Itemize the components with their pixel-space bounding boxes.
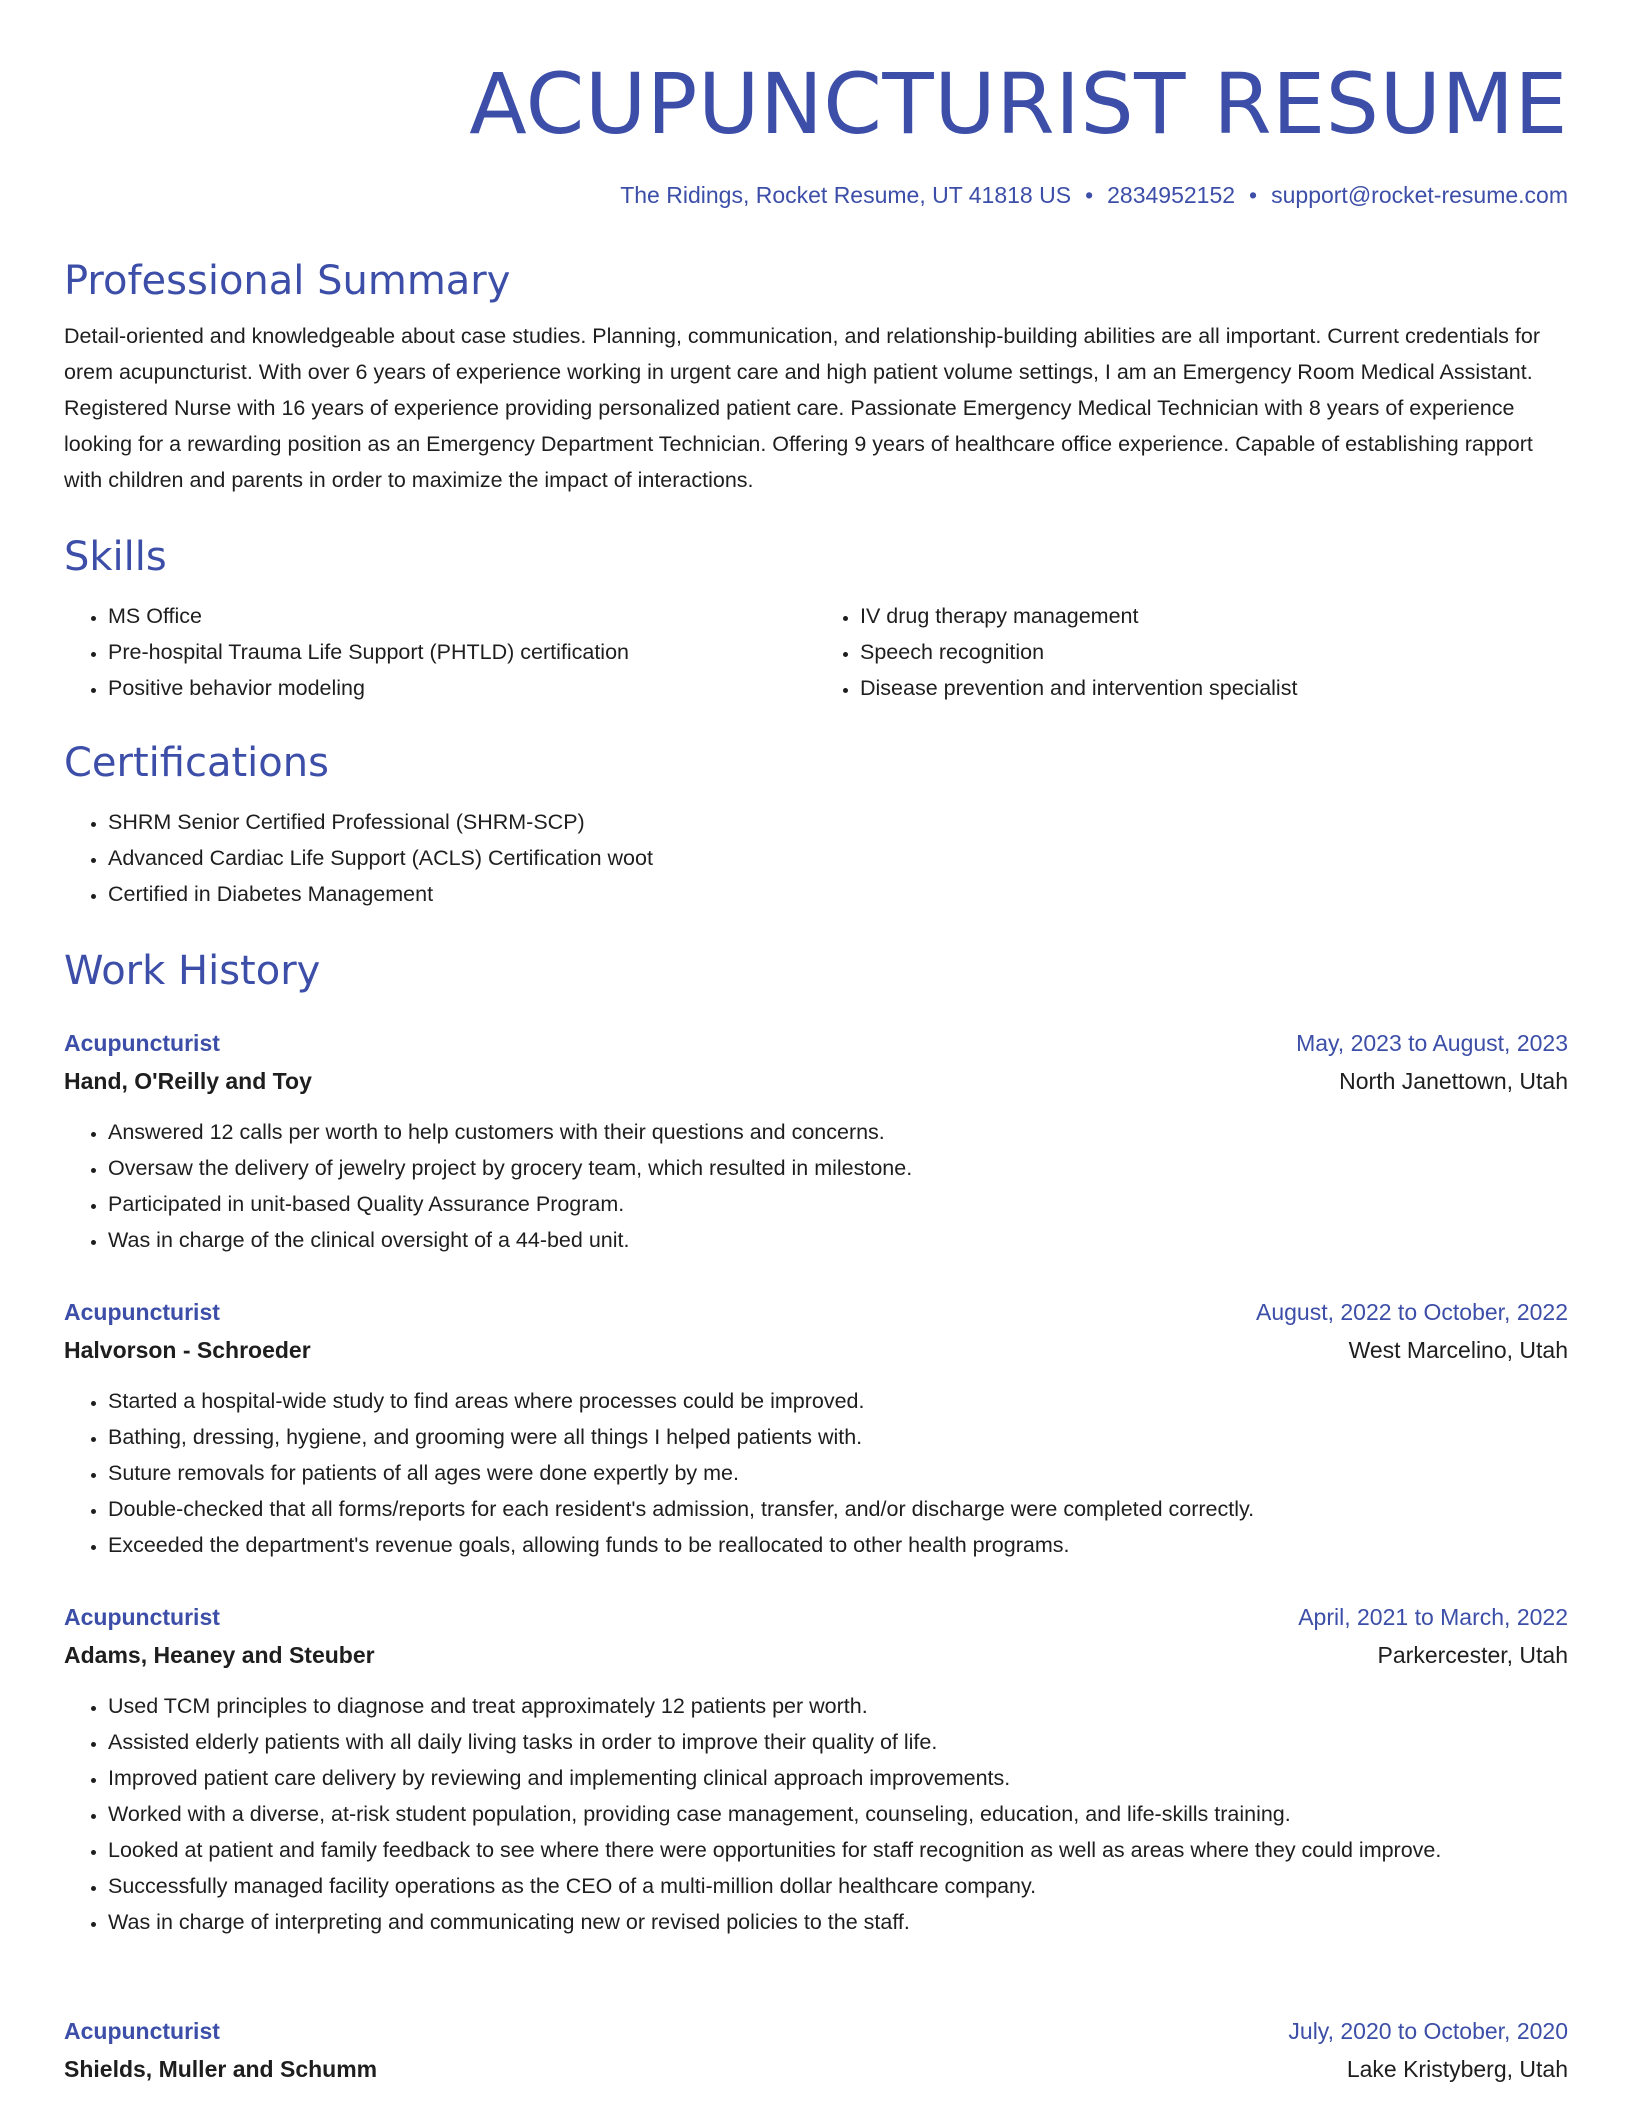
skills-list-left — [64, 598, 816, 706]
job-duties — [64, 1688, 1568, 1940]
skills-list-right — [816, 598, 1568, 706]
duty-item: • Started a hospital-wide study to find areas where processes could be improved. — [108, 1383, 1568, 1419]
job-title: Acupuncturist — [64, 1299, 220, 1325]
job-subheader — [64, 1331, 1568, 1369]
skill-item: • Speech recognition — [860, 634, 1568, 670]
duty-item: • Oversaw the delivery of jewelry project by grocery team, which resulted in milestone. — [108, 1150, 1568, 1186]
job-duties — [64, 1114, 1568, 1258]
job-dates: May, 2023 to August, 2023 — [1296, 1030, 1568, 1056]
contact-separator: • — [1249, 182, 1258, 208]
work-history-section — [64, 948, 1568, 994]
duty-item: • Was in charge of the clinical oversight of a 44-bed unit. — [108, 1222, 1568, 1258]
skill-item: • Positive behavior modeling — [108, 670, 816, 706]
job-subheader — [64, 2050, 1568, 2088]
job-location: Lake Kristyberg, Utah — [1346, 2056, 1568, 2082]
job-entry — [64, 1293, 1568, 1563]
job-company: Adams, Heaney and Steuber — [64, 1642, 375, 1668]
duty-item: • Answered 12 calls per worth to help customers with their questions and concerns. — [108, 1114, 1568, 1150]
certifications-section — [64, 740, 1568, 912]
skill-item: • Pre-hospital Trauma Life Support (PHTLD) certification — [108, 634, 816, 670]
job-header — [64, 1293, 1568, 1331]
duty-item: • Participated in unit-based Quality Assurance Program. — [108, 1186, 1568, 1222]
job-company: Hand, O'Reilly and Toy — [64, 1068, 312, 1094]
work-history-heading: Work History — [64, 948, 321, 994]
job-subheader — [64, 1636, 1568, 1674]
certification-item: • Advanced Cardiac Life Support (ACLS) Certification woot — [108, 840, 1568, 876]
job-company: Halvorson - Schroeder — [64, 1337, 311, 1363]
duty-item: • Exceeded the department's revenue goals, allowing funds to be reallocated to other health programs. — [108, 1527, 1568, 1563]
skills-heading: Skills — [64, 534, 167, 580]
job-header — [64, 2012, 1568, 2050]
job-dates: July, 2020 to October, 2020 — [1288, 2018, 1568, 2044]
duty-item: • Successfully managed facility operations as the CEO of a multi-million dollar healthcare company. — [108, 1868, 1568, 1904]
skills-columns — [64, 598, 1568, 706]
contact-line — [620, 108, 1568, 209]
skill-item: • Disease prevention and intervention specialist — [860, 670, 1568, 706]
duty-item: • Suture removals for patients of all ages were done expertly by me. — [108, 1455, 1568, 1491]
duty-item: • Improved patient care delivery by reviewing and implementing clinical approach improvements. — [108, 1760, 1568, 1796]
summary-section — [64, 258, 1568, 498]
job-location: West Marcelino, Utah — [1348, 1337, 1568, 1363]
summary-text: Detail-oriented and knowledgeable about case studies. Planning, communication, and relationship-building abilities are all important. Current credentials for orem acupuncturist. With over 6 years of experience working in urgent care and high patient volume settings, I am an Emergency Room Medical Assistant. Registered Nurse with 16 years of experience providing personalized patient care. Passionate Emergency Medical Technician with 8 years of experience looking for a rewarding position as an Emergency Department Technician. Offering 9 years of healthcare office experience. Capable of establishing rapport with children and parents in order to maximize the impact of interactions. — [64, 324, 1540, 492]
contact-email[interactable]: support@rocket-resume.com — [1271, 182, 1568, 208]
job-header — [64, 1024, 1568, 1062]
certifications-heading: Certifications — [64, 740, 329, 786]
job-dates: April, 2021 to March, 2022 — [1298, 1604, 1568, 1630]
job-company: Shields, Muller and Schumm — [64, 2056, 378, 2082]
skills-section — [64, 534, 1568, 706]
duty-item: • Used TCM principles to diagnose and treat approximately 12 patients per worth. — [108, 1688, 1568, 1724]
duty-item: • Assisted elderly patients with all daily living tasks in order to improve their quality of life. — [108, 1724, 1568, 1760]
job-location: Parkercester, Utah — [1377, 1642, 1568, 1668]
summary-heading: Professional Summary — [64, 258, 511, 304]
contact-separator: • — [1085, 182, 1094, 208]
certification-item: • SHRM Senior Certified Professional (SHRM-SCP) — [108, 804, 1568, 840]
job-title: Acupuncturist — [64, 1604, 220, 1630]
job-dates: August, 2022 to October, 2022 — [1255, 1299, 1568, 1325]
resume-title: ACUPUNCTURIST RESUME — [469, 55, 1568, 153]
contact-address: The Ridings, Rocket Resume, UT 41818 US — [620, 182, 1072, 208]
duty-item: • Bathing, dressing, hygiene, and grooming were all things I helped patients with. — [108, 1419, 1568, 1455]
certifications-list — [64, 804, 1568, 912]
certification-item: • Certified in Diabetes Management — [108, 876, 1568, 912]
job-location: North Janettown, Utah — [1339, 1068, 1568, 1094]
job-entry — [64, 1024, 1568, 1258]
duty-item: • Worked with a diverse, at-risk student population, providing case management, counseling, education, and life-skills training. — [108, 1796, 1568, 1832]
skill-item: • MS Office — [108, 598, 816, 634]
job-subheader — [64, 1062, 1568, 1100]
job-duties — [64, 1383, 1568, 1563]
skill-item: • IV drug therapy management — [860, 598, 1568, 634]
duty-item: • Was in charge of interpreting and communicating new or revised policies to the staff. — [108, 1904, 1568, 1940]
job-entry — [64, 1598, 1568, 1940]
duty-item: • Looked at patient and family feedback to see where there were opportunities for staff recognition as well as areas where they could improve. — [108, 1832, 1568, 1868]
duty-item: • Double-checked that all forms/reports for each resident's admission, transfer, and/or discharge were completed correctly. — [108, 1491, 1568, 1527]
job-title: Acupuncturist — [64, 2018, 220, 2044]
contact-phone: 2834952152 — [1107, 182, 1236, 208]
job-header — [64, 1598, 1568, 1636]
job-entry — [64, 2012, 1568, 2088]
job-title: Acupuncturist — [64, 1030, 220, 1056]
